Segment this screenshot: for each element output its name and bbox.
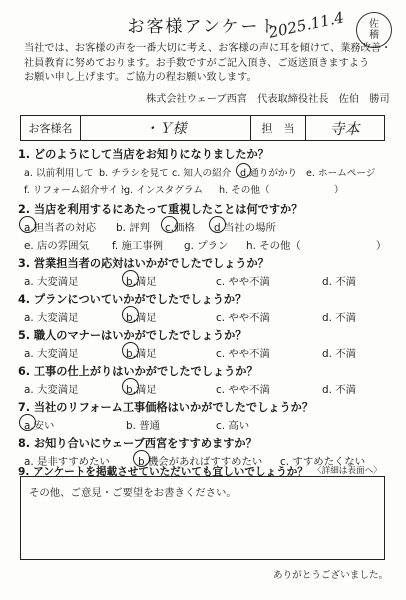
intro-line: お願い申し上げます。ご協力の程お願い致します。 <box>24 72 257 83</box>
q1-option-h[interactable]: h. その他（ <box>219 185 270 196</box>
q2-option-g[interactable]: g. プラン <box>184 240 229 252</box>
customer-name-field[interactable]: ・Ｙ様 <box>81 116 251 140</box>
question-5: 5. 職人のマナーはいかがでしたでしょうか？ <box>18 329 247 342</box>
q3-option-a[interactable]: a. 大変満足 <box>24 276 79 288</box>
intro-text <box>24 42 391 86</box>
question-4: 4. プランについていかがでしたでしょうか？ <box>18 293 247 306</box>
intro-line: 社員教育に努めております。お手数ですがご記入頂き、ご返送頂きますよう <box>24 57 370 69</box>
q6-option-c[interactable]: c. やや不満 <box>216 384 270 396</box>
question-7: 7. 当社のリフォーム工事価格はいかがでしたでしょうか？ <box>18 401 314 414</box>
q4-option-a[interactable]: a. 大変満足 <box>24 312 79 324</box>
q1-option-b[interactable]: b. チラシを見て <box>99 168 169 179</box>
question-8: 8. お知り合いにウェーブ西宮をすすめますか？ <box>18 437 257 450</box>
q4-option-d[interactable]: d. 不満 <box>322 312 356 324</box>
q1-option-g[interactable]: g. インスタグラム <box>124 185 203 196</box>
selection-circle <box>122 270 139 287</box>
question-3: 3. 営業担当者の応対はいかがでしたでしょうか？ <box>18 257 269 270</box>
comment-box[interactable] <box>20 476 385 560</box>
selection-circle <box>122 342 139 359</box>
selection-circle <box>19 414 36 431</box>
question-1: 1. どのようにして当店をお知りになりましたか？ <box>18 148 269 161</box>
selection-circle <box>122 378 139 395</box>
intro-line: 当社では、お客様の声を一番大切に考え、お客様の声に耳を傾けて、業務改善・ <box>24 43 392 54</box>
customer-info-box <box>20 115 385 141</box>
q2-option-h[interactable]: h. その他（ <box>246 240 301 252</box>
question-2: 2. 当店を利用するにあたって重視したことは何ですか？ <box>18 203 303 216</box>
q8-option-a[interactable]: a. 是非すすめたい <box>24 456 110 468</box>
q2-option-a[interactable]: a.担当者の対応 <box>24 222 97 234</box>
q2-option-c[interactable]: c.価格 <box>165 222 195 234</box>
q3-option-d[interactable]: d. 不満 <box>322 276 356 288</box>
q7-option-c[interactable]: c. 高い <box>216 420 250 432</box>
q8-option-c[interactable]: c. すすめたくない <box>280 456 366 468</box>
q2-option-b[interactable]: b. 評判 <box>116 222 150 234</box>
q1-option-a[interactable]: a. 以前利用して <box>24 168 94 179</box>
q2-option-f[interactable]: f. 施工事例 <box>112 240 164 252</box>
q2-option-d[interactable]: d.当社の場所 <box>214 222 276 234</box>
q8-option-b[interactable]: b.機会があればすすめたい <box>138 456 263 468</box>
q5-option-d[interactable]: d. 不満 <box>322 348 356 360</box>
q1-option-e[interactable]: e. ホームページ <box>306 168 376 179</box>
q6-option-b[interactable]: b.満足 <box>126 384 157 396</box>
selection-circle <box>236 163 251 178</box>
q1-option-f[interactable]: f. リフォーム紹介サイト <box>24 185 128 196</box>
q5-option-c[interactable]: c. やや不満 <box>216 348 270 360</box>
q5-option-b[interactable]: b.満足 <box>126 348 157 360</box>
q1-option-d[interactable]: d.通りがかり <box>240 168 298 179</box>
selection-circle <box>19 216 36 233</box>
q6-option-a[interactable]: a. 大変満足 <box>24 384 79 396</box>
q7-option-b[interactable]: b. 普通 <box>126 420 160 432</box>
q1-option-c[interactable]: c. 知人の紹介 <box>172 168 232 179</box>
q9-note: 〈詳細は表面へ〉 <box>313 466 382 476</box>
q3-option-b[interactable]: b.満足 <box>126 276 157 288</box>
q7-option-a[interactable]: a.安い <box>24 420 55 432</box>
selection-circle <box>209 216 226 233</box>
customer-name-label: お客様名 <box>21 116 81 140</box>
q5-option-a[interactable]: a. 大変満足 <box>24 348 79 360</box>
q6-option-d[interactable]: d. 不満 <box>322 384 356 396</box>
comment-prompt: その他、ご意見・ご要望をお書きください。 <box>29 487 237 499</box>
q4-option-c[interactable]: c. やや不満 <box>216 312 270 324</box>
question-6: 6. 工事の仕上がりはいかがでしたでしょうか？ <box>18 365 258 378</box>
selection-circle <box>122 306 139 323</box>
question-9: 9. アンケートを掲載させていただいても宜しいでしょうか？ <box>18 466 308 478</box>
q3-option-c[interactable]: c. やや不満 <box>216 276 270 288</box>
survey-title: お客様アンケート <box>127 17 279 37</box>
approval-seal: 佐 稽 <box>356 12 392 48</box>
q2-option-h-close: ） <box>376 240 387 252</box>
handwritten-date: 2025.11.4 <box>266 8 346 42</box>
company-signature: 株式会社ウェーブ西宮 代表取締役社長 佐伯 勝司 <box>146 94 390 105</box>
closing-text: ありがとうございました。 <box>273 570 389 581</box>
staff-label: 担 当 <box>251 116 306 140</box>
selection-circle <box>161 216 178 233</box>
staff-name-field[interactable]: 寺本 <box>329 119 360 138</box>
q2-option-e[interactable]: e. 店の雰囲気 <box>24 240 89 252</box>
q4-option-b[interactable]: b.満足 <box>126 312 157 324</box>
q1-option-h-close: ） <box>334 185 344 196</box>
